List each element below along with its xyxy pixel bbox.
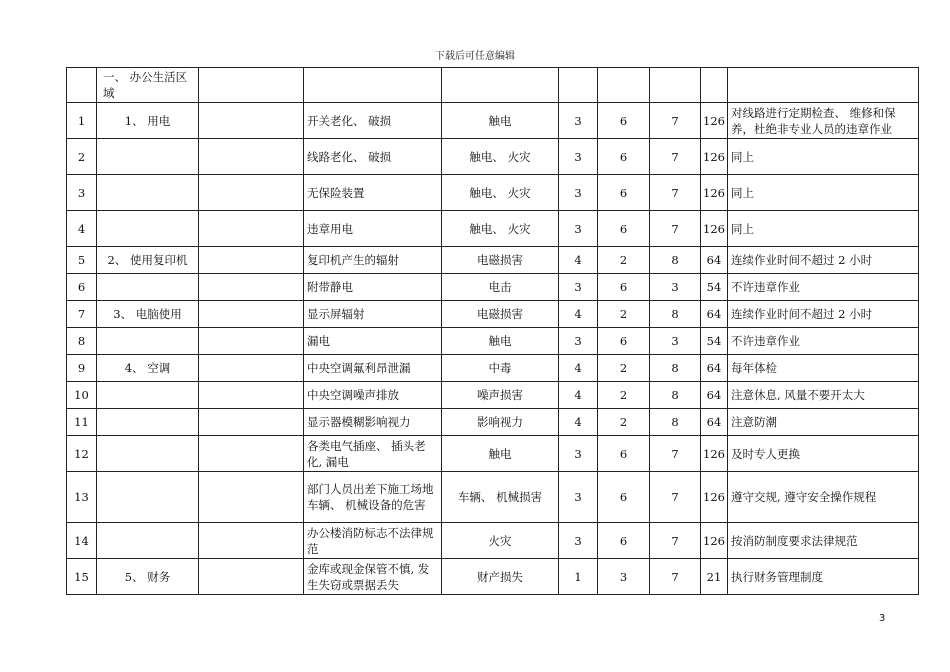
table-row bbox=[67, 139, 919, 175]
cell-no: 4 bbox=[67, 211, 97, 247]
cell-c: 8 bbox=[650, 247, 701, 274]
cell-c: 3 bbox=[650, 328, 701, 355]
cell-consequence: 触电 bbox=[442, 436, 559, 472]
cell-e: 2 bbox=[598, 409, 650, 436]
cell-empty bbox=[199, 247, 304, 274]
cell-l: 4 bbox=[559, 409, 598, 436]
header-note: 下载后可任意编辑 bbox=[435, 51, 515, 62]
cell-c: 7 bbox=[650, 472, 701, 523]
cell-e: 6 bbox=[598, 211, 650, 247]
cell-d: 54 bbox=[701, 274, 728, 301]
cell-measure: 及时专人更换 bbox=[728, 436, 919, 472]
cell-d: 126 bbox=[701, 139, 728, 175]
cell-hazard: 漏电 bbox=[304, 328, 442, 355]
cell-measure: 注意休息, 风量不要开太大 bbox=[728, 382, 919, 409]
cell-no: 12 bbox=[67, 436, 97, 472]
table-row bbox=[67, 301, 919, 328]
cell-l: 3 bbox=[559, 472, 598, 523]
cell-l: 4 bbox=[559, 382, 598, 409]
cell-l: 4 bbox=[559, 247, 598, 274]
table-row bbox=[67, 559, 919, 595]
cell-no: 3 bbox=[67, 175, 97, 211]
cell-consequence: 触电 bbox=[442, 328, 559, 355]
cell-consequence: 触电 bbox=[442, 103, 559, 139]
cell-measure: 按消防制度要求法律规范 bbox=[728, 523, 919, 559]
cell-empty bbox=[199, 472, 304, 523]
cell-area: 4、 空调 bbox=[97, 355, 199, 382]
cell-empty bbox=[199, 139, 304, 175]
cell-e: 6 bbox=[598, 103, 650, 139]
cell-measure: 不许违章作业 bbox=[728, 274, 919, 301]
cell-empty bbox=[199, 436, 304, 472]
cell-c: 7 bbox=[650, 175, 701, 211]
cell-e: 2 bbox=[598, 382, 650, 409]
cell-l: 3 bbox=[559, 523, 598, 559]
cell-e: 6 bbox=[598, 436, 650, 472]
cell-measure: 同上 bbox=[728, 175, 919, 211]
cell-empty bbox=[199, 103, 304, 139]
cell-measure: 同上 bbox=[728, 211, 919, 247]
cell-d: 64 bbox=[701, 355, 728, 382]
cell-area: 2、 使用复印机 bbox=[97, 247, 199, 274]
cell-no: 9 bbox=[67, 355, 97, 382]
cell-hazard: 金库或现金保管不慎, 发生失窃或票据丢失 bbox=[304, 559, 442, 595]
cell-c: 7 bbox=[650, 523, 701, 559]
cell-empty bbox=[199, 68, 304, 103]
cell-consequence: 电磁损害 bbox=[442, 247, 559, 274]
cell-empty bbox=[199, 523, 304, 559]
cell-consequence: 触电、 火灾 bbox=[442, 139, 559, 175]
cell-no: 14 bbox=[67, 523, 97, 559]
cell-hazard: 办公楼消防标志不法律规范 bbox=[304, 523, 442, 559]
cell-c bbox=[650, 68, 701, 103]
cell-empty bbox=[199, 301, 304, 328]
cell-l: 3 bbox=[559, 274, 598, 301]
cell-consequence: 电击 bbox=[442, 274, 559, 301]
cell-e: 6 bbox=[598, 523, 650, 559]
cell-measure: 连续作业时间不超过 2 小时 bbox=[728, 247, 919, 274]
cell-e: 2 bbox=[598, 301, 650, 328]
table-row bbox=[67, 436, 919, 472]
cell-area bbox=[97, 472, 199, 523]
cell-hazard: 各类电气插座、 插头老化, 漏电 bbox=[304, 436, 442, 472]
cell-c: 7 bbox=[650, 139, 701, 175]
cell-d: 126 bbox=[701, 436, 728, 472]
cell-hazard: 附带静电 bbox=[304, 274, 442, 301]
table-row bbox=[67, 355, 919, 382]
cell-area bbox=[97, 409, 199, 436]
cell-no: 6 bbox=[67, 274, 97, 301]
cell-d bbox=[701, 68, 728, 103]
cell-c: 7 bbox=[650, 559, 701, 595]
cell-consequence: 影响视力 bbox=[442, 409, 559, 436]
cell-consequence: 车辆、 机械损害 bbox=[442, 472, 559, 523]
cell-area bbox=[97, 139, 199, 175]
cell-consequence: 噪声损害 bbox=[442, 382, 559, 409]
cell-l: 3 bbox=[559, 436, 598, 472]
cell-l bbox=[559, 68, 598, 103]
cell-measure: 遵守交规, 遵守安全操作规程 bbox=[728, 472, 919, 523]
cell-l: 4 bbox=[559, 355, 598, 382]
cell-no: 8 bbox=[67, 328, 97, 355]
cell-area: 1、 用电 bbox=[97, 103, 199, 139]
cell-hazard bbox=[304, 68, 442, 103]
table-row bbox=[67, 211, 919, 247]
cell-c: 7 bbox=[650, 103, 701, 139]
cell-no: 13 bbox=[67, 472, 97, 523]
table-row bbox=[67, 472, 919, 523]
cell-consequence bbox=[442, 68, 559, 103]
cell-no: 1 bbox=[67, 103, 97, 139]
cell-area bbox=[97, 175, 199, 211]
cell-c: 8 bbox=[650, 409, 701, 436]
cell-l: 4 bbox=[559, 301, 598, 328]
cell-area-section: 一、 办公生活区域 bbox=[97, 68, 199, 103]
cell-hazard: 开关老化、 破损 bbox=[304, 103, 442, 139]
cell-d: 126 bbox=[701, 472, 728, 523]
cell-no: 10 bbox=[67, 382, 97, 409]
cell-e: 2 bbox=[598, 247, 650, 274]
cell-hazard: 部门人员出差下施工场地车辆、 机械设备的危害 bbox=[304, 472, 442, 523]
cell-consequence: 触电、 火灾 bbox=[442, 175, 559, 211]
cell-d: 64 bbox=[701, 382, 728, 409]
cell-empty bbox=[199, 409, 304, 436]
cell-area bbox=[97, 211, 199, 247]
cell-hazard: 显示屏辐射 bbox=[304, 301, 442, 328]
cell-l: 3 bbox=[559, 139, 598, 175]
cell-d: 126 bbox=[701, 523, 728, 559]
cell-l: 3 bbox=[559, 175, 598, 211]
cell-d: 64 bbox=[701, 301, 728, 328]
cell-e bbox=[598, 68, 650, 103]
cell-empty bbox=[199, 355, 304, 382]
cell-measure: 每年体检 bbox=[728, 355, 919, 382]
cell-measure: 连续作业时间不超过 2 小时 bbox=[728, 301, 919, 328]
cell-l: 1 bbox=[559, 559, 598, 595]
cell-empty bbox=[199, 211, 304, 247]
table-section-row bbox=[67, 68, 919, 103]
cell-d: 64 bbox=[701, 409, 728, 436]
cell-empty bbox=[199, 175, 304, 211]
cell-c: 8 bbox=[650, 382, 701, 409]
risk-assessment-table bbox=[66, 67, 919, 595]
table-row bbox=[67, 103, 919, 139]
cell-l: 3 bbox=[559, 103, 598, 139]
cell-hazard: 违章用电 bbox=[304, 211, 442, 247]
page-number: 3 bbox=[879, 613, 886, 624]
cell-no: 15 bbox=[67, 559, 97, 595]
cell-hazard: 复印机产生的辐射 bbox=[304, 247, 442, 274]
table-row bbox=[67, 247, 919, 274]
cell-hazard: 线路老化、 破损 bbox=[304, 139, 442, 175]
cell-area: 5、 财务 bbox=[97, 559, 199, 595]
cell-d: 21 bbox=[701, 559, 728, 595]
cell-e: 6 bbox=[598, 274, 650, 301]
cell-no bbox=[67, 68, 97, 103]
cell-area bbox=[97, 436, 199, 472]
cell-measure: 注意防潮 bbox=[728, 409, 919, 436]
cell-empty bbox=[199, 559, 304, 595]
cell-c: 8 bbox=[650, 355, 701, 382]
cell-d: 54 bbox=[701, 328, 728, 355]
cell-e: 2 bbox=[598, 355, 650, 382]
cell-d: 126 bbox=[701, 175, 728, 211]
cell-d: 64 bbox=[701, 247, 728, 274]
cell-no: 7 bbox=[67, 301, 97, 328]
cell-hazard: 显示器模糊影响视力 bbox=[304, 409, 442, 436]
cell-d: 126 bbox=[701, 103, 728, 139]
cell-hazard: 中央空调氟利昂泄漏 bbox=[304, 355, 442, 382]
cell-measure: 同上 bbox=[728, 139, 919, 175]
cell-area bbox=[97, 328, 199, 355]
cell-measure: 对线路进行定期检查、 维修和保养，杜绝非专业人员的违章作业 bbox=[728, 103, 919, 139]
cell-e: 6 bbox=[598, 139, 650, 175]
table-row bbox=[67, 175, 919, 211]
cell-empty bbox=[199, 328, 304, 355]
cell-consequence: 火灾 bbox=[442, 523, 559, 559]
cell-c: 3 bbox=[650, 274, 701, 301]
cell-c: 7 bbox=[650, 211, 701, 247]
cell-empty bbox=[199, 274, 304, 301]
cell-no: 11 bbox=[67, 409, 97, 436]
table-row bbox=[67, 274, 919, 301]
cell-e: 6 bbox=[598, 175, 650, 211]
cell-consequence: 触电、 火灾 bbox=[442, 211, 559, 247]
cell-empty bbox=[199, 382, 304, 409]
cell-c: 7 bbox=[650, 436, 701, 472]
cell-hazard: 无保险装置 bbox=[304, 175, 442, 211]
cell-area bbox=[97, 523, 199, 559]
cell-no: 2 bbox=[67, 139, 97, 175]
cell-measure: 执行财务管理制度 bbox=[728, 559, 919, 595]
table-row bbox=[67, 382, 919, 409]
cell-area bbox=[97, 274, 199, 301]
cell-hazard: 中央空调噪声排放 bbox=[304, 382, 442, 409]
cell-e: 6 bbox=[598, 472, 650, 523]
cell-l: 3 bbox=[559, 328, 598, 355]
table-row bbox=[67, 523, 919, 559]
cell-l: 3 bbox=[559, 211, 598, 247]
cell-area: 3、 电脑使用 bbox=[97, 301, 199, 328]
cell-area bbox=[97, 382, 199, 409]
table-row bbox=[67, 409, 919, 436]
cell-no: 5 bbox=[67, 247, 97, 274]
cell-consequence: 中毒 bbox=[442, 355, 559, 382]
cell-d: 126 bbox=[701, 211, 728, 247]
table-row bbox=[67, 328, 919, 355]
cell-consequence: 财产损失 bbox=[442, 559, 559, 595]
cell-measure bbox=[728, 68, 919, 103]
cell-consequence: 电磁损害 bbox=[442, 301, 559, 328]
cell-e: 3 bbox=[598, 559, 650, 595]
cell-e: 6 bbox=[598, 328, 650, 355]
cell-measure: 不许违章作业 bbox=[728, 328, 919, 355]
cell-c: 8 bbox=[650, 301, 701, 328]
